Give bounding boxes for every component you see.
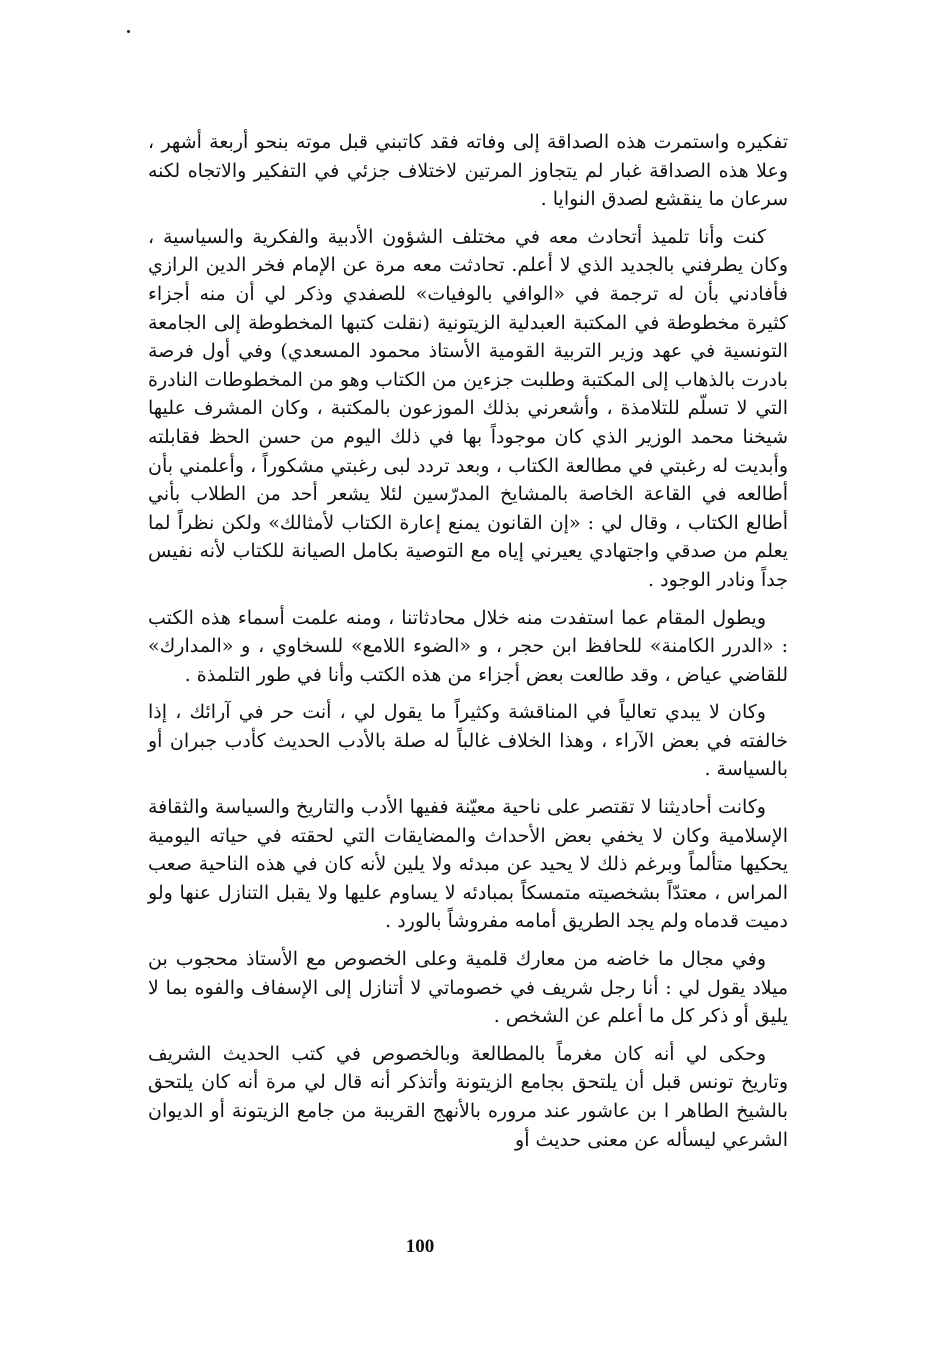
body-text bbox=[148, 128, 788, 1163]
paragraph-1: تفكيره واستمرت هذه الصداقة إلى وفاته فقد كاتبني قبل موته بنحو أربعة أشهر ، وعلا هذه الصداقة غبار لم يتجاوز المرتين لاختلاف جزئي في التفكير والاتجاه لكنه سرعان ما ينقشع لصدق النوايا . bbox=[148, 131, 788, 211]
paragraph-7: وحكى لي أنه كان مغرماً بالمطالعة وبالخصوص في كتب الحديث الشريف وتاريخ تونس قبل أن يلتحق بجامع الزيتونة وأتذكر أنه قال لي مرة أنه كان يلتحق بالشيخ الطاهر ا بن عاشور عند مروره بالأنهج القريبة من جامع الزيتونة أو الديوان الشرعي ليسأله عن معنى حديث أو bbox=[148, 1042, 788, 1151]
scan-speck bbox=[127, 30, 130, 33]
paragraph-2: كنت وأنا تلميذ أتحادث معه في مختلف الشؤون الأدبية والفكرية والسياسية ، وكان يطرفني بالجديد الذي لا أعلم. تحادثت معه مرة عن الإمام فخر الدين الرازي فأفادني بأن له ترجمة في «الوافي بالوفيات» للصفدي وذكر لي أن منه أجزاء كثيرة مخطوطة في المكتبة العبدلية الزيتونية (نقلت كتبها المخطوطة إلى الجامعة التونسية في عهد وزير التربية القومية الأستاذ محمود المسعدي) وفي أول فرصة بادرت بالذهاب إلى المكتبة وطلبت جزءين من الكتاب وهو من المخطوطات النادرة التي لا تسلّم للتلامذة ، وأشعرني بذلك الموزعون بالمكتبة ، وكان المشرف عليها شيخنا محمد الوزير الذي كان موجوداً بها في ذلك اليوم من حسن الحظ فقابلته وأبديت له رغبتي في مطالعة الكتاب ، وبعد تردد لبى رغبتي مشكوراً ، وأعلمني بأن أطالعه في القاعة الخاصة بالمشايخ المدرّسين لئلا يشعر أحد من الطلاب بأني أطالع الكتاب ، وقال لي : «إن القانون يمنع إعارة الكتاب لأمثالك» ولكن نظراً لما يعلم من صدقي واجتهادي يعيرني إياه مع التوصية بكامل الصيانة للكتاب لأنه نفيس جداً ونادر الوجود . bbox=[148, 225, 788, 591]
paragraph-3: ويطول المقام عما استفدت منه خلال محادثاتنا ، ومنه علمت أسماء هذه الكتب : «الدرر الكامنة» للحافظ ابن حجر ، و «الضوء اللامع» للسخاوي ، و «المدارك» للقاضي عياض ، وقد طالعت بعض أجزاء من هذه الكتب وأنا في طور التلمذة . bbox=[148, 606, 788, 686]
page-number: 100 bbox=[405, 1236, 435, 1257]
paragraph-6: وفي مجال ما خاضه من معارك قلمية وعلى الخصوص مع الأستاذ محجوب بن ميلاد يقول لي : أنا رجل شريف في خصوماتي لا أتنازل إلى الإسفاف والفوه بما لا يليق أو ذكر كل ما أعلم عن الشخص . bbox=[148, 948, 788, 1028]
paragraph-5: وكانت أحاديثنا لا تقتصر على ناحية معيّنة ففيها الأدب والتاريخ والسياسة والثقافة الإسلامية وكان لا يخفي بعض الأحداث والمضايقات التي لحقته في حياته اليومية يحكيها متألماً وبرغم ذلك لا يحيد عن مبدئه ولا يلين لأنه كان في هذه الناحية صعب المراس ، معتدّاً بشخصيته متمسكاً بمبادئه لا يساوم عليها ولا يقبل التنازل عنها ولو دميت قدماه ولم يجد الطريق أمامه مفروشاً بالورد . bbox=[148, 796, 788, 933]
paragraph-4: وكان لا يبدي تعالياً في المناقشة وكثيراً ما يقول لي ، أنت حر في آرائك ، إذا خالفته في بعض الآراء ، وهذا الخلاف غالباً له صلة بالأدب الحديث كأدب جبران أو بالسياسة . bbox=[148, 701, 788, 781]
